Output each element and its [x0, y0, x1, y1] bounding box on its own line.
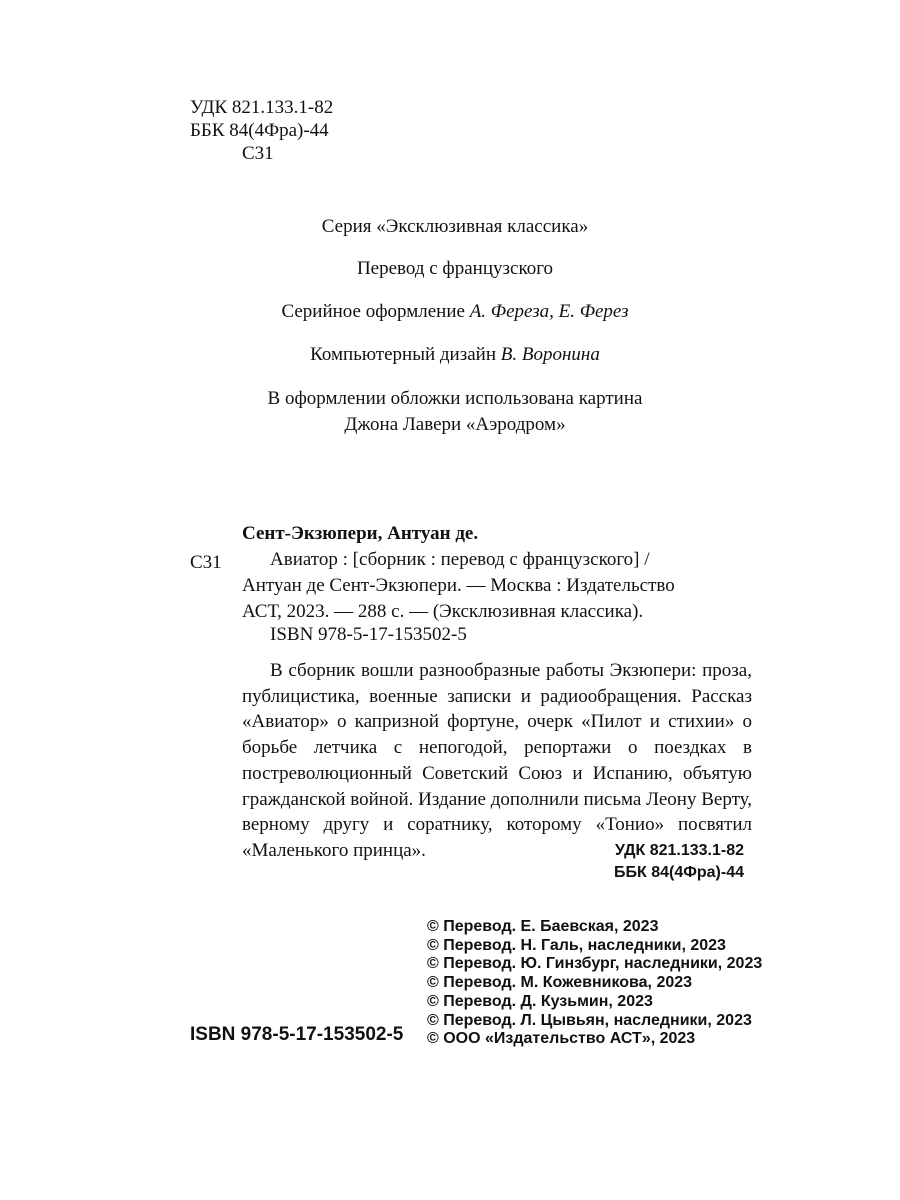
author-heading: Сент-Экзюпери, Антуан де. — [242, 523, 479, 544]
copyright-line: © Перевод. Л. Цывьян, наследники, 2023 — [427, 1011, 752, 1029]
computer-design-label: Компьютерный дизайн — [310, 344, 501, 365]
computer-design-line — [190, 344, 720, 366]
annotation-udk: УДК 821.133.1-82 — [614, 842, 744, 859]
classification-block — [190, 96, 333, 165]
bbk-code: ББК 84(4Фра)-44 — [190, 120, 329, 141]
series-design-label: Серийное оформление — [281, 301, 470, 322]
series-design-names: А. Фереза, Е. Ферез — [469, 301, 629, 322]
record-author-mark: С31 — [190, 552, 222, 573]
bibliographic-description — [242, 547, 675, 625]
copyright-line: © Перевод. Е. Баевская, 2023 — [427, 918, 659, 935]
author-mark: С31 — [242, 143, 274, 164]
copyright-line: © Перевод. М. Кожевникова, 2023 — [427, 974, 693, 992]
annotation-codes — [614, 840, 744, 884]
annotation — [242, 658, 752, 864]
isbn-main: ISBN 978-5-17-153502-5 — [190, 1024, 404, 1045]
copyright-line: © ООО «Издательство АСТ», 2023 — [427, 1030, 696, 1048]
annotation-bbk: ББК 84(4Фра)-44 — [613, 864, 744, 881]
cover-line-1: В оформлении обложки использована картина — [267, 388, 643, 409]
udk-code: УДК 821.133.1-82 — [190, 97, 334, 118]
series-design-line — [190, 301, 720, 323]
annotation-text: В сборник вошли разнообразные работы Экзюпери: проза, публицистика, военные записки и радиообращения. Рассказ «Авиатор» о капризной фортуне, очерк «Пилот и стихии» о борьбе летчика с непогодой, репортажи о поездках в постреволюционный Советский Союз и Испанию, объятую гражданской войной. Издание дополнили письма Леону Верту, верному другу и соратнику, которому «Тонио» посвятил «Маленького принца». — [242, 660, 752, 861]
copyright-line: © Перевод. Н. Галь, наследники, 2023 — [427, 936, 726, 954]
bib-line-1: Авиатор : [сборник : перевод с французского] / — [270, 549, 650, 570]
copyright-line: © Перевод. Ю. Гинзбург, наследники, 2023 — [427, 955, 763, 973]
computer-design-name: В. Воронина — [500, 344, 600, 365]
copyright-line: © Перевод. Д. Кузьмин, 2023 — [427, 992, 653, 1010]
cover-credit — [190, 386, 720, 438]
record-isbn: ISBN 978-5-17-153502-5 — [270, 624, 467, 645]
translation-line: Перевод с французского — [356, 258, 554, 279]
cover-line-2: Джона Лавери «Аэродром» — [344, 414, 566, 435]
series-line: Серия «Эксклюзивная классика» — [321, 216, 589, 237]
bib-line-3: АСТ, 2023. — 288 с. — (Эксклюзивная классика). — [242, 601, 644, 622]
bib-line-2: Антуан де Сент-Экзюпери. — Москва : Издательство — [242, 575, 675, 596]
copyright-list — [427, 918, 762, 1049]
